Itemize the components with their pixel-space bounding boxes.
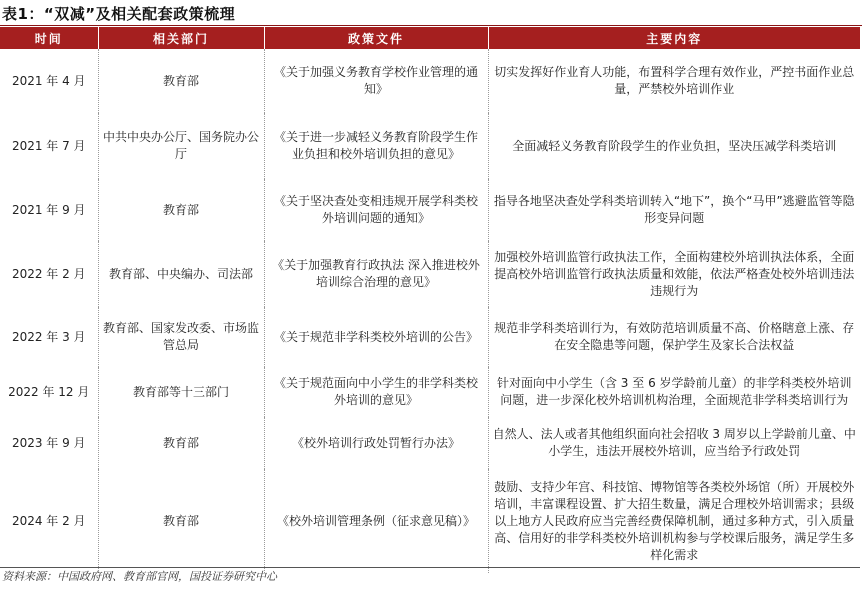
cell-dept: 中共中央办公厅、国务院办公厅 (98, 113, 264, 179)
cell-date: 2024 年 2 月 (0, 469, 98, 573)
cell-doc: 《关于坚决查处变相违规开展学科类校外培训问题的通知》 (264, 179, 488, 241)
cell-dept: 教育部、中央编办、司法部 (98, 241, 264, 307)
cell-content: 自然人、法人或者其他组织面向社会招收 3 周岁以上学龄前儿童、中小学生，违法开展校外培训，应当给予行政处罚 (492, 427, 856, 458)
cell-doc: 《关于规范面向中小学生的非学科类校外培训的意见》 (264, 367, 488, 417)
cell-content: 指导各地坚决查处学科类培训转入“地下”，换个“马甲”逃避监管等隐形变异问题 (493, 194, 855, 225)
cell-date: 2021 年 9 月 (0, 179, 98, 241)
source-note: 资料来源：中国政府网、教育部官网，国投证券研究中心 (2, 570, 277, 583)
cell-date: 2023 年 9 月 (0, 417, 98, 469)
title-rule (0, 25, 862, 26)
cell-doc: 《关于规范非学科类校外培训的公告》 (264, 307, 488, 367)
header-date: 时间 (0, 27, 98, 49)
cell-dept: 教育部、国家发改委、市场监管总局 (98, 307, 264, 367)
cell-date: 2022 年 3 月 (0, 307, 98, 367)
header-content: 主要内容 (646, 31, 703, 46)
cell-date: 2021 年 7 月 (0, 113, 98, 179)
cell-dept: 教育部 (98, 417, 264, 469)
cell-date: 2022 年 2 月 (0, 241, 98, 307)
cell-content: 加强校外培训监管行政执法工作，全面构建校外培训执法体系，全面提高校外培训监管行政执法质量和效能，依法严格查处校外培训违法违规行为 (494, 249, 855, 298)
table-row (0, 179, 860, 241)
header-dept: 相关部门 (98, 27, 264, 49)
cell-content: 全面减轻义务教育阶段学生的作业负担，坚决压减学科类培训 (512, 138, 837, 153)
table-row (0, 241, 860, 307)
table-row (0, 113, 860, 179)
table-row (0, 49, 860, 113)
table-row (0, 367, 860, 417)
cell-date: 2021 年 4 月 (0, 49, 98, 113)
cell-doc: 《关于加强义务教育学校作业管理的通知》 (264, 49, 488, 113)
header-doc: 政策文件 (264, 27, 488, 49)
cell-content: 针对面向中小学生（含 3 至 6 岁学龄前儿童）的非学科类校外培训问题，进一步深化校外培训机构治理，全面规范非学科类培训行为 (496, 376, 852, 407)
table-header-row (0, 27, 860, 49)
cell-doc: 《校外培训管理条例（征求意见稿）》 (264, 469, 488, 573)
table-row (0, 469, 860, 573)
cell-date: 2022 年 12 月 (0, 367, 98, 417)
cell-content: 规范非学科类培训行为，有效防范培训质量不高、价格瞎意上涨、存在安全隐患等问题，保护学生及家长合法权益 (494, 321, 855, 352)
cell-dept: 教育部等十三部门 (98, 367, 264, 417)
table-row (0, 307, 860, 367)
cell-doc: 《校外培训行政处罚暂行办法》 (264, 417, 488, 469)
cell-dept: 教育部 (98, 469, 264, 573)
cell-doc: 《关于加强教育行政执法 深入推进校外培训综合治理的意见》 (264, 241, 488, 307)
bottom-rule (0, 567, 860, 568)
table-title: 表1：“双减”及相关配套政策梳理 (2, 5, 236, 23)
cell-content: 鼓励、支持少年宫、科技馆、博物馆等各类校外场馆（所）开展校外培训，丰富课程设置、扩大招生数量，满足合理校外培训需求；县级以上地方人民政府应当完善经费保障机制，通过多种方式，引入质量高、信用好的非学科类校外培训机构参与学校课后服务，满足学生多样化需求 (494, 479, 855, 562)
policy-table (0, 27, 860, 573)
cell-dept: 教育部 (98, 179, 264, 241)
cell-content: 切实发挥好作业育人功能，布置科学合理有效作业，严控书面作业总量，严禁校外培训作业 (494, 65, 855, 96)
table-row (0, 417, 860, 469)
cell-dept: 教育部 (98, 49, 264, 113)
cell-doc: 《关于进一步减轻义务教育阶段学生作业负担和校外培训负担的意见》 (264, 113, 488, 179)
